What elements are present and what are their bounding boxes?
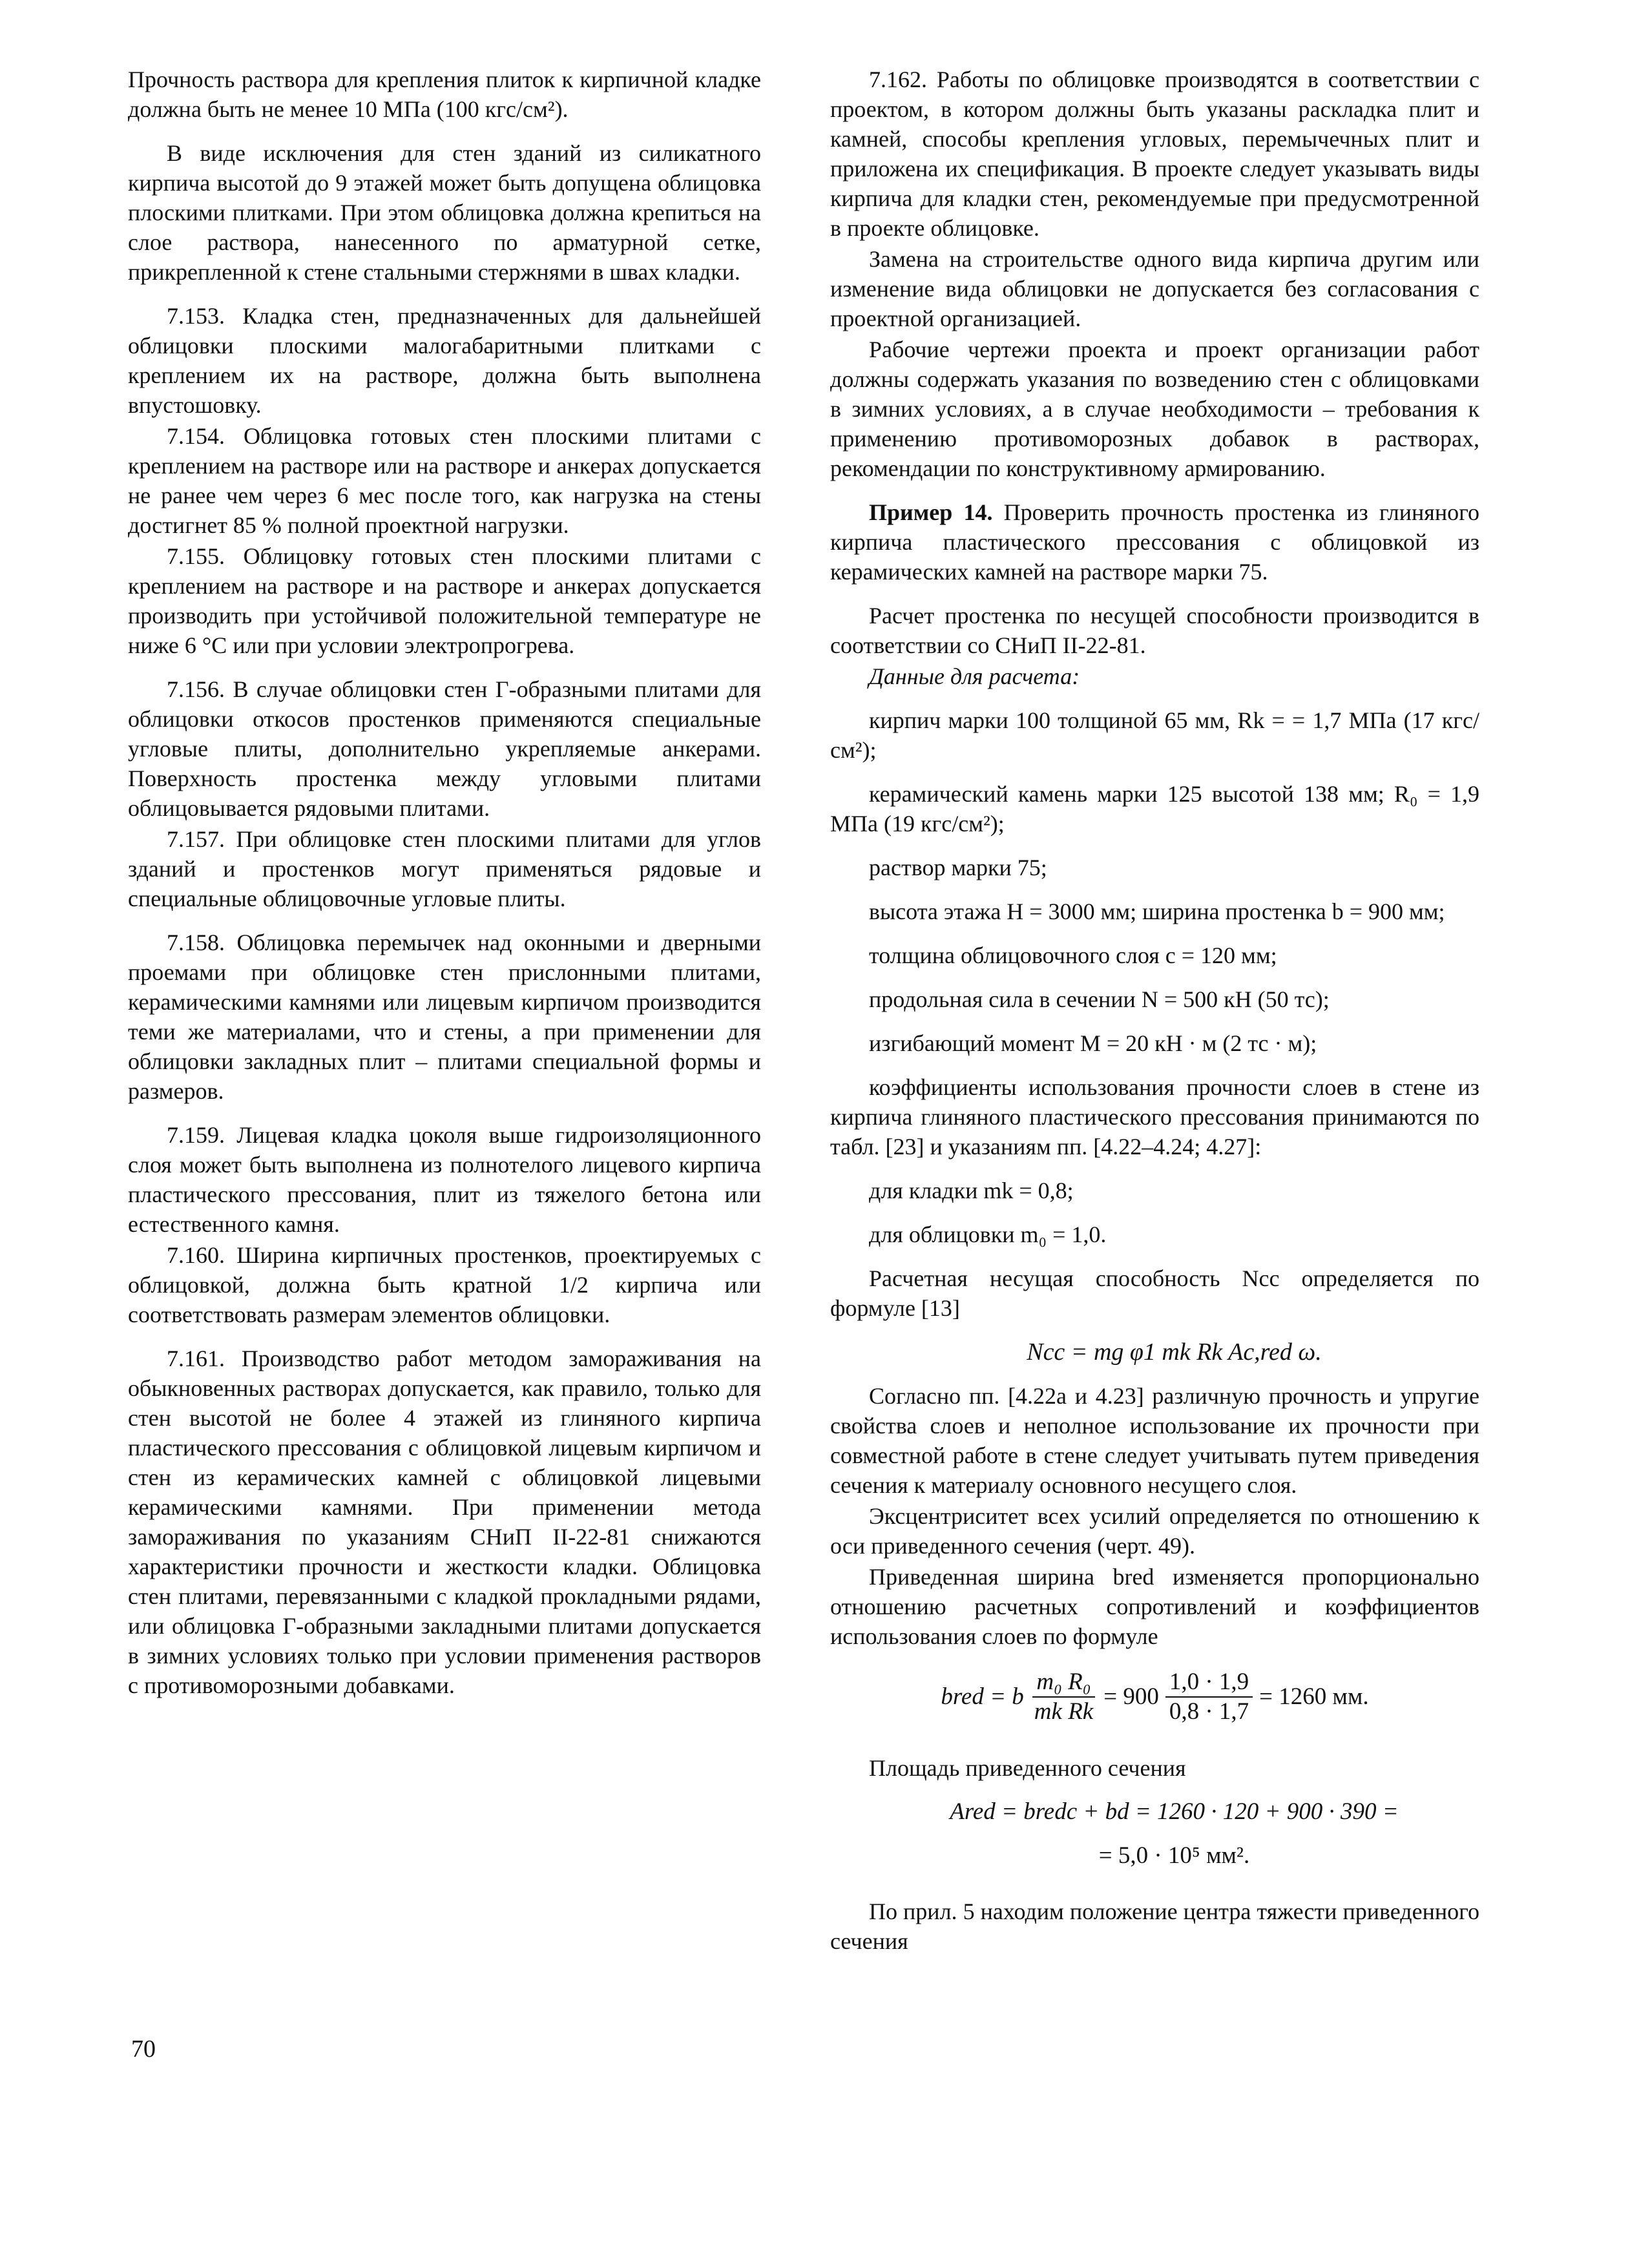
section-text: Работы по облицовке производятся в соответствии с проектом, в котором должны быть указаны раскладка плит и камней, способы крепления угловых, перемычечных плит и приложена их спецификация. В проекте следует указывать виды кирпича для кладки стен, рекомендуемые при предусмотренной в проекте облицовке. (830, 67, 1479, 241)
paragraph-working-drawings: Рабочие чертежи проекта и проект организации работ должны содержать указания по возведению стен с облицовками в зимних условиях, а в случае необходимости – требования к применению противоморозных добавок в растворах, рекомендации по конструктивному армированию. (830, 337, 1479, 481)
section-text: Ширина кирпичных простенков, проектируемых с облицовкой, должна быть кратной 1/2 кирпича или соответствовать размерам элементов облицовки. (128, 1242, 762, 1327)
paragraph-accordance: Согласно пп. [4.22а и 4.23] различную прочность и упругие свойства слоев и неполное использование их прочности при совместной работе в стене следует учитывать путем приведения сечения к материалу основного несущего слоя. (830, 1383, 1479, 1498)
formula-bred-lhs: bred = b (941, 1683, 1024, 1710)
section-7-154 (128, 421, 761, 540)
area-heading: Площадь приведенного сечения (869, 1755, 1186, 1781)
section-7-160 (128, 1240, 761, 1329)
section-number: 7.158. (167, 930, 225, 955)
data-heading: Данные для расчета: (869, 663, 1080, 689)
section-7-156 (128, 674, 761, 823)
fraction-numerator: m₀ R₀ (1032, 1668, 1094, 1698)
example-14 (830, 497, 1479, 587)
section-7-158 (128, 928, 761, 1106)
section-text: Производство работ методом замораживания на обыкновенных растворах допускается, как правило, только для стен высотой не более 4 этажей из глиняного кирпича пластического прессования с облицовкой лицевым кирпичом и стен из керамических камней с облицовкой лицевыми керамическими камнями. При применении метода замораживания по указаниям СНиП II-22-81 снижаются характеристики прочности и жесткости кладки. Облицовка стен плитами, перевязанными с кладкой прокладными рядами, или облицовка Г-образными закладными плитами допускается в зимних условиях только при условии применения растворов с противоморозными добавками. (128, 1346, 761, 1698)
fraction-denominator: mk Rk (1034, 1698, 1094, 1725)
data-ceramic-stone: керамический камень марки 125 высотой 138 мм; R₀ = 1,9 МПа (19 кгс/см²); (830, 781, 1479, 837)
section-text: Облицовка перемычек над оконными и дверными проемами при облицовке стен прислонными плитами, керамическими камнями или лицевым кирпичом производится теми же материалами, что и стены, а при применении для облицовки закладных плит – плитами специальной формы и размеров. (128, 930, 762, 1104)
paragraph-exception: В виде исключения для стен зданий из силикатного кирпича высотой до 9 этажей может быть допущена облицовка плоскими плитками. При этом облицовка должна крепиться на слое раствора, нанесенного по арматурной сетке, прикрепленной к стене стальными стержнями в швах кладки. (128, 140, 761, 285)
section-number: 7.162. (869, 67, 927, 92)
section-7-155 (128, 541, 761, 660)
fraction-numerator: 1,0 · 1,9 (1165, 1668, 1253, 1698)
formula-area-line1: Ared = bredc + bd = 1260 · 120 + 900 · 390 = (950, 1798, 1399, 1825)
data-facing-coef: для облицовки m₀ = 1,0. (869, 1222, 1107, 1247)
section-7-159 (128, 1120, 761, 1239)
section-7-153 (128, 301, 761, 420)
paragraph-replacement: Замена на строительстве одного вида кирпича другим или изменение вида облицовки не допускается без согласования с проектной организацией. (830, 246, 1479, 331)
right-column (830, 65, 1479, 1970)
data-bending-moment: изгибающий момент M = 20 кН · м (2 тс · м); (869, 1030, 1317, 1056)
section-text: Лицевая кладка цоколя выше гидроизоляционного слоя может быть выполнена из полнотелого лицевого кирпича пластического прессования, плит из тяжелого бетона или естественного камня. (128, 1122, 762, 1237)
data-brick: кирпич марки 100 толщиной 65 мм, Rk = = 1,7 МПа (17 кгс/см²); (830, 707, 1479, 763)
formula-bred-result: = 1260 мм. (1259, 1683, 1369, 1710)
formula-bred (830, 1668, 1479, 1726)
data-masonry-coef: для кладки mk = 0,8; (869, 1178, 1074, 1203)
fraction-coefficients (1030, 1668, 1097, 1726)
data-floor-height: высота этажа H = 3000 мм; ширина простенка b = 900 мм; (869, 899, 1445, 924)
paragraph-ncc: Расчетная несущая способность Ncc определяется по формуле [13] (830, 1265, 1479, 1321)
section-number: 7.161. (167, 1346, 225, 1371)
formula-area-line2: = 5,0 · 10⁵ мм². (1098, 1842, 1250, 1869)
section-number: 7.153. (167, 303, 225, 329)
section-number: 7.160. (167, 1242, 225, 1268)
section-number: 7.155. (167, 543, 225, 569)
paragraph-calc-intro: Расчет простенка по несущей способности производится в соответствии со СНиП II-22-81. (830, 603, 1479, 658)
section-number: 7.157. (167, 826, 225, 852)
example-text: Проверить прочность простенка из глиняного кирпича пластического прессования с облицовкой из керамических камней на растворе марки 75. (830, 499, 1479, 585)
fraction-values (1165, 1668, 1253, 1726)
paragraph-bred: Приведенная ширина bred изменяется пропорционально отношению расчетных сопротивлений и коэффициентов использования слоев по формуле (830, 1564, 1479, 1649)
formula-ncc: Ncc = mg φ1 mk Rk Ac,red ω. (1027, 1338, 1322, 1366)
section-7-162 (830, 65, 1479, 243)
section-7-157 (128, 824, 761, 913)
section-text: Облицовка готовых стен плоскими плитами с креплением на растворе или на растворе и анкерах допускается не ранее чем через 6 мес после того, как нагрузка на стены достигнет 85 % полной проектной нагрузки. (128, 423, 761, 538)
left-column (128, 65, 761, 1714)
paragraph-eccentricity: Эксцентриситет всех усилий определяется по отношению к оси приведенного сечения (черт. 49). (830, 1503, 1479, 1559)
data-axial-force: продольная сила в сечении N = 500 кН (50 тс); (869, 986, 1330, 1012)
example-label: Пример 14. (869, 499, 993, 525)
data-mortar: раствор марки 75; (869, 855, 1047, 880)
section-text: Кладка стен, предназначенных для дальнейшей облицовки плоскими малогабаритными плитками с креплением их на растворе, должна быть выполнена впустошовку. (128, 303, 761, 418)
section-text: Облицовку готовых стен плоскими плитами с креплением на растворе и на растворе и анкерах допускается производить при устойчивой положительной температуре не ниже 6 °С или при условии электропрогрева. (128, 543, 762, 658)
paragraph-final: По прил. 5 находим положение центра тяжести приведенного сечения (830, 1899, 1479, 1954)
section-number: 7.156. (167, 676, 225, 702)
page-number: 70 (131, 2035, 156, 2063)
paragraph-mortar-strength: Прочность раствора для крепления плиток к кирпичной кладке должна быть не менее 10 МПа (100 кгс/см²). (128, 67, 761, 122)
data-coefficients: коэффициенты использования прочности слоев в стене из кирпича глиняного пластического прессования принимаются по табл. [23] и указаниям пп. [4.22–4.24; 4.27]: (830, 1074, 1479, 1160)
section-text: При облицовке стен плоскими плитами для углов зданий и простенков могут применяться рядовые и специальные облицовочные угловые плиты. (128, 826, 761, 911)
section-7-161 (128, 1344, 761, 1700)
section-number: 7.159. (167, 1122, 225, 1148)
section-number: 7.154. (167, 423, 225, 449)
section-text: В случае облицовки стен Г-образными плитами для облицовки откосов простенков применяются специальные угловые плиты, дополнительно укрепляемые анкерами. Поверхность простенка между угловыми плитами облицовывается рядовыми плитами. (128, 676, 762, 821)
formula-bred-mid: = 900 (1103, 1683, 1159, 1710)
fraction-denominator: 0,8 · 1,7 (1169, 1698, 1249, 1725)
data-facing-thickness: толщина облицовочного слоя c = 120 мм; (869, 942, 1277, 968)
